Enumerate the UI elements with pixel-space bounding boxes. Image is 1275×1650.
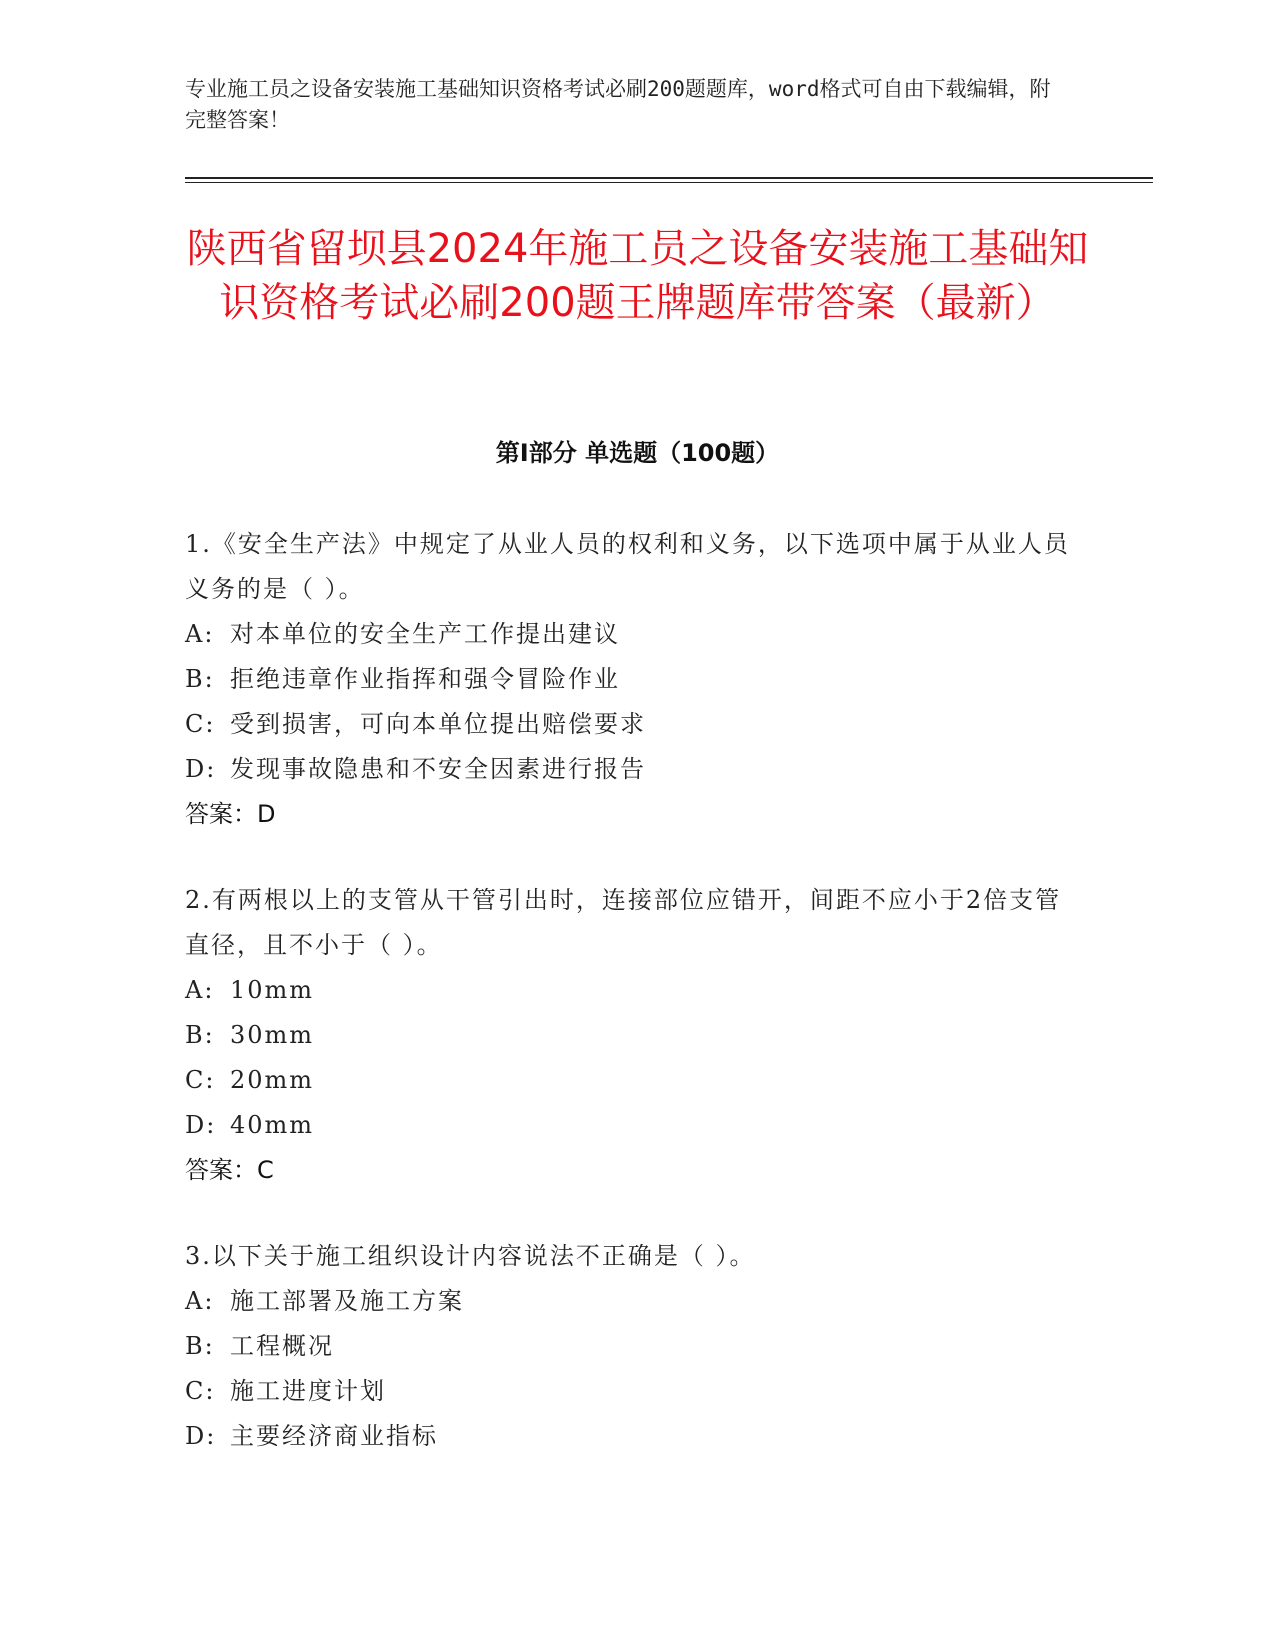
option-text: 拒绝违章作业指挥和强令冒险作业 — [230, 665, 620, 693]
option-c — [185, 1369, 1085, 1414]
header-divider-thin — [185, 182, 1153, 183]
option-letter: D: — [185, 1422, 217, 1450]
option-c — [185, 702, 1085, 747]
question-stem: 2.有两根以上的支管从干管引出时，连接部位应错开，间距不应小于2倍支管直径，且不小于（ ）。 — [185, 886, 1062, 959]
question-1 — [185, 522, 1085, 837]
option-letter: A: — [185, 620, 215, 648]
answer-line: 答案：C — [185, 1156, 274, 1184]
option-letter: D: — [185, 1111, 217, 1139]
option-letter: C: — [185, 1066, 216, 1094]
option-b — [185, 1013, 1085, 1058]
option-d — [185, 747, 1085, 792]
option-c — [185, 1058, 1085, 1103]
answer-line: 答案：D — [185, 800, 276, 828]
question-stem: 1.《安全生产法》中规定了从业人员的权利和义务，以下选项中属于从业人员义务的是（ ）。 — [185, 530, 1070, 603]
option-d — [185, 1414, 1085, 1459]
option-text: 30mm — [230, 1021, 315, 1049]
option-letter: A: — [185, 1287, 215, 1315]
document-title: 陕西省留坝县2024年施工员之设备安装施工基础知识资格考试必刷200题王牌题库带答案（最新） — [186, 226, 1089, 326]
option-text: 施工部署及施工方案 — [230, 1287, 464, 1315]
section-title: 第Ⅰ部分 单选题（100题） — [495, 439, 780, 467]
option-letter: B: — [185, 665, 215, 693]
option-letter: A: — [185, 976, 215, 1004]
option-b — [185, 1324, 1085, 1369]
option-b — [185, 657, 1085, 702]
option-a — [185, 1279, 1085, 1324]
option-text: 20mm — [230, 1066, 315, 1094]
header-divider-thick — [185, 177, 1153, 179]
option-a — [185, 612, 1085, 657]
option-text: 10mm — [230, 976, 315, 1004]
option-letter: C: — [185, 1377, 216, 1405]
option-text: 工程概况 — [230, 1332, 334, 1360]
option-letter: B: — [185, 1332, 215, 1360]
question-3 — [185, 1234, 1085, 1459]
option-letter: B: — [185, 1021, 215, 1049]
option-text: 主要经济商业指标 — [230, 1422, 438, 1450]
option-text: 施工进度计划 — [230, 1377, 386, 1405]
option-d — [185, 1103, 1085, 1148]
header-note: 专业施工员之设备安装施工基础知识资格考试必刷200题题库，word格式可自由下载编辑，附完整答案！ — [185, 77, 1051, 132]
option-text: 发现事故隐患和不安全因素进行报告 — [230, 755, 646, 783]
option-text: 对本单位的安全生产工作提出建议 — [230, 620, 620, 648]
option-letter: C: — [185, 710, 216, 738]
option-text: 受到损害，可向本单位提出赔偿要求 — [230, 710, 646, 738]
question-stem: 3.以下关于施工组织设计内容说法不正确是（ ）。 — [185, 1242, 756, 1270]
option-text: 40mm — [230, 1111, 315, 1139]
question-2 — [185, 878, 1085, 1193]
option-a — [185, 968, 1085, 1013]
option-letter: D: — [185, 755, 217, 783]
